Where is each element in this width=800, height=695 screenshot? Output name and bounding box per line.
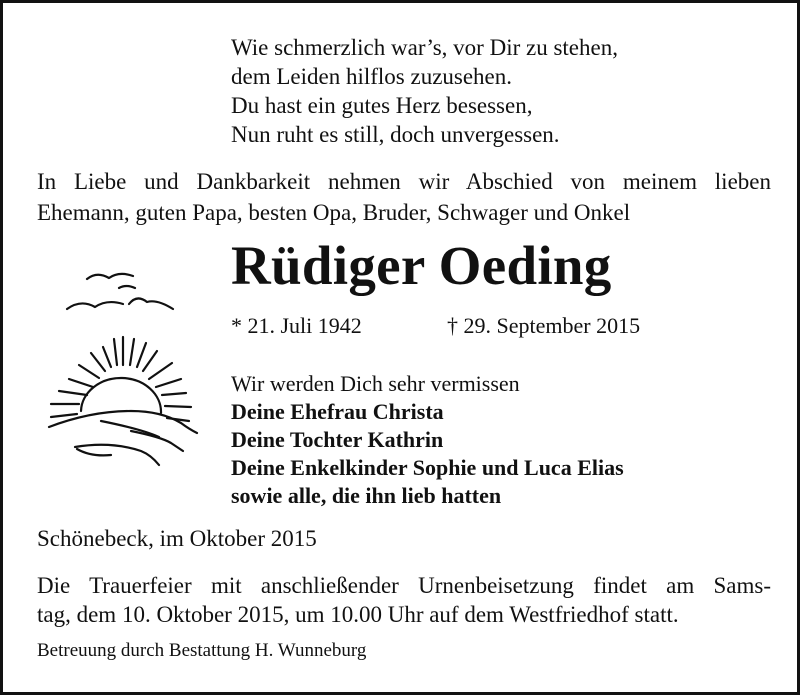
birth-date: * 21. Juli 1942 — [231, 313, 362, 338]
poem — [231, 33, 618, 149]
poem-line: Du hast ein gutes Herz besessen, — [231, 93, 533, 118]
deceased-name: Rüdiger Oeding — [231, 235, 612, 296]
farewell-intro — [37, 166, 771, 228]
mourner-line: Deine Ehefrau Christa — [231, 399, 444, 424]
farewell-intro-line: In Liebe und Dankbarkeit nehmen wir Abschied von meinem lieben — [37, 169, 771, 194]
ceremony-line: tag, dem 10. Oktober 2015, um 10.00 Uhr auf dem Westfriedhof statt. — [37, 602, 679, 627]
ceremony-line: Die Trauerfeier mit anschließender Urnenbeisetzung findet am Sams- — [37, 573, 771, 598]
poem-line: Wie schmerzlich war’s, vor Dir zu stehen, — [231, 35, 618, 60]
ceremony-info — [37, 571, 771, 629]
mourner-line: sowie alle, die ihn lieb hatten — [231, 483, 502, 508]
farewell-intro-line: Ehemann, guten Papa, besten Opa, Bruder, Schwager und Onkel — [37, 200, 631, 225]
death-date: † 29. September 2015 — [447, 313, 641, 338]
mourners-intro: Wir werden Dich sehr vermissen — [231, 371, 520, 396]
poem-line: dem Leiden hilflos zuzusehen. — [231, 64, 513, 89]
mourners-block — [231, 370, 624, 510]
birds-sunset-icon — [31, 261, 206, 476]
undertaker-credit: Betreuung durch Bestattung H. Wunneburg — [37, 640, 367, 661]
mourner-line: Deine Enkelkinder Sophie und Luca Elias — [231, 455, 624, 480]
mourner-line: Deine Tochter Kathrin — [231, 427, 444, 452]
poem-line: Nun ruht es still, doch unvergessen. — [231, 122, 560, 147]
place-date: Schönebeck, im Oktober 2015 — [37, 526, 317, 551]
